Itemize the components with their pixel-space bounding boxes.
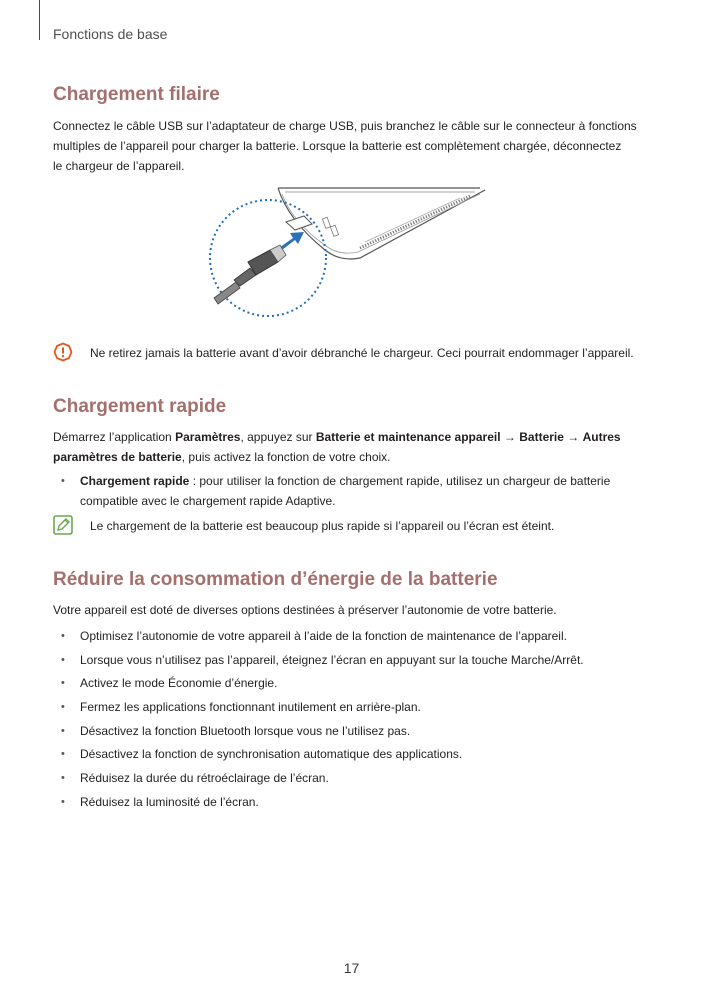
warning-text: Ne retirez jamais la batterie avant d’avoir débranché le chargeur. Ceci pourrait endommager l’appareil. <box>90 346 634 360</box>
list-item <box>53 721 653 741</box>
charging-illustration <box>200 180 490 330</box>
tip-note <box>53 515 673 537</box>
bullet-dot: • <box>61 677 65 690</box>
list-item <box>53 650 653 670</box>
list-item <box>53 626 653 646</box>
menu-other-settings-a: Autres <box>582 430 621 444</box>
bullet-dot: • <box>61 748 65 761</box>
heading-reduce-consumption: Réduire la consommation d’énergie de la batterie <box>53 569 498 590</box>
fast-charging-bullets <box>53 471 653 515</box>
bullet-line-1 <box>80 471 653 491</box>
reduce-intro: Votre appareil est doté de diverses options destinées à préserver l’autonomie de votre batterie. <box>53 603 557 617</box>
list-item-text: Réduisez la luminosité de l’écran. <box>80 794 259 809</box>
wired-charging-paragraph <box>53 116 653 176</box>
list-item-text: Optimisez l’autonomie de votre appareil à l’aide de la fonction de maintenance de l’appareil. <box>80 629 567 643</box>
bullet-line-2: compatible avec le chargement rapide Adaptive. <box>80 494 336 508</box>
intro-mid: , appuyez sur <box>240 430 316 444</box>
bullet-dot: • <box>61 653 65 666</box>
bullet-dot: • <box>61 630 65 642</box>
fast-intro-line-2 <box>53 447 653 467</box>
menu-other-settings-b: paramètres de batterie <box>53 450 182 464</box>
wired-line-2: multiples de l’appareil pour charger la batterie. Lorsque la batterie est complètement chargée, déconnectez <box>53 139 622 153</box>
wired-line-3: le chargeur de l’appareil. <box>53 159 185 173</box>
bullet-dot: • <box>61 701 65 714</box>
reduce-tips-list <box>53 626 653 816</box>
list-item-text: Activez le mode Économie d’énergie. <box>80 676 278 691</box>
list-item-text: Désactivez la fonction de synchronisation automatique des applications. <box>80 747 463 762</box>
list-item-text: Lorsque vous n’utilisez pas l’appareil, éteignez l’écran en appuyant sur la touche Marche/Arrêt. <box>80 652 584 667</box>
bullet-term: Chargement rapide <box>80 474 190 488</box>
bullet-dot: • <box>61 772 65 785</box>
heading-wired-charging: Chargement filaire <box>53 84 220 105</box>
list-item <box>53 768 653 788</box>
fast-intro-line-1 <box>53 427 653 447</box>
caution-icon <box>53 342 73 362</box>
list-item <box>53 673 653 693</box>
page-number: 17 <box>343 960 360 976</box>
bullet-text-1: : pour utiliser la fonction de chargement rapide, utilisez un chargeur de batterie <box>189 474 611 488</box>
wired-line-1: Connectez le câble USB sur l’adaptateur de charge USB, puis branchez le câble sur le connecteur à fonctions <box>53 119 637 133</box>
arrow-1: → <box>500 430 520 444</box>
list-item <box>53 697 653 717</box>
bullet-dot: • <box>61 795 65 808</box>
bullet-dot: • <box>61 724 65 737</box>
tip-text: Le chargement de la batterie est beaucoup plus rapide si l’appareil ou l’écran est éteint. <box>90 519 555 533</box>
list-item-text: Désactivez la fonction Bluetooth lorsque vous ne l’utilisez pas. <box>80 723 411 738</box>
arrow-2: → <box>563 430 583 444</box>
warning-note <box>53 342 673 364</box>
app-name-settings: Paramètres <box>175 430 241 444</box>
fast-charging-paragraph <box>53 427 653 467</box>
list-item-text: Fermez les applications fonctionnant inutilement en arrière-plan. <box>80 700 421 715</box>
list-item <box>53 744 653 764</box>
menu-battery: Batterie <box>519 430 564 444</box>
note-pencil-icon <box>53 515 73 535</box>
margin-rule <box>39 0 40 40</box>
menu-battery-maintenance: Batterie et maintenance appareil <box>315 430 501 444</box>
intro-suffix: , puis activez la fonction de votre choix. <box>181 450 391 464</box>
bullet-dot: • <box>61 475 65 487</box>
list-item <box>53 471 653 511</box>
list-item <box>53 792 653 812</box>
intro-prefix: Démarrez l’application <box>53 430 176 444</box>
heading-fast-charging: Chargement rapide <box>53 396 227 417</box>
list-item-text: Réduisez la durée du rétroéclairage de l’écran. <box>80 771 329 786</box>
running-header: Fonctions de base <box>53 26 168 42</box>
